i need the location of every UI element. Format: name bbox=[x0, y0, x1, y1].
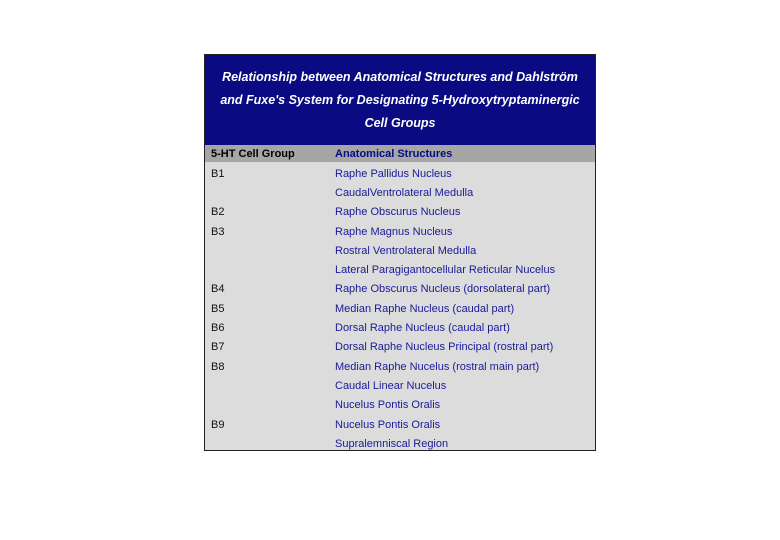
anatomical-structure: Raphe Pallidus Nucleus bbox=[335, 167, 452, 180]
anatomical-structure: Nucelus Pontis Oralis bbox=[335, 418, 441, 431]
table-row bbox=[205, 280, 595, 299]
table-row bbox=[205, 338, 595, 357]
anatomical-structure: Raphe Obscurus Nucleus bbox=[335, 206, 461, 219]
anatomical-structure: Median Raphe Nucleus (caudal part) bbox=[335, 302, 515, 315]
anatomical-structure: Supralemniscal Region bbox=[335, 437, 449, 450]
table-header-row bbox=[205, 145, 595, 162]
table-row bbox=[205, 318, 595, 337]
table-row bbox=[205, 434, 595, 451]
anatomical-structure: Raphe Magnus Nucleus bbox=[335, 225, 453, 238]
anatomical-structure: CaudalVentrolateral Medulla bbox=[335, 186, 474, 199]
header-cell-group: 5-HT Cell Group bbox=[211, 147, 295, 160]
anatomical-structure: Raphe Obscurus Nucleus (dorsolateral part) bbox=[335, 283, 551, 296]
cell-group-table bbox=[204, 54, 596, 451]
table-row bbox=[205, 415, 595, 434]
table-row bbox=[205, 241, 595, 260]
cell-group: B5 bbox=[211, 302, 225, 315]
anatomical-structure: Nucelus Pontis Oralis bbox=[335, 399, 441, 412]
table-row bbox=[205, 164, 595, 183]
table-row bbox=[205, 396, 595, 415]
cell-group: B8 bbox=[211, 360, 225, 373]
table-row bbox=[205, 222, 595, 241]
table-row bbox=[205, 376, 595, 395]
anatomical-structure: Dorsal Raphe Nucleus Principal (rostral part) bbox=[335, 341, 554, 354]
table-row bbox=[205, 260, 595, 279]
cell-group: B1 bbox=[211, 167, 225, 180]
cell-group: B6 bbox=[211, 322, 225, 335]
cell-group: B7 bbox=[211, 341, 225, 354]
anatomical-structure: Dorsal Raphe Nucleus (caudal part) bbox=[335, 322, 510, 335]
anatomical-structure: Caudal Linear Nucelus bbox=[335, 379, 447, 392]
table-title: Relationship between Anatomical Structures and Dahlström and Fuxe's System for Designating 5-Hydroxytryptaminergic Cell Groups bbox=[220, 69, 580, 130]
cell-group: B3 bbox=[211, 225, 225, 238]
header-anatomical-structures: Anatomical Structures bbox=[335, 147, 453, 160]
table-row bbox=[205, 357, 595, 376]
cell-group: B9 bbox=[211, 418, 225, 431]
cell-group: B4 bbox=[211, 283, 225, 296]
anatomical-structure: Median Raphe Nucelus (rostral main part) bbox=[335, 360, 540, 373]
table-row bbox=[205, 299, 595, 318]
table-body bbox=[205, 162, 595, 451]
anatomical-structure: Lateral Paragigantocellular Reticular Nucelus bbox=[335, 264, 556, 277]
table-title-banner bbox=[205, 55, 595, 145]
cell-group: B2 bbox=[211, 206, 225, 219]
table-row bbox=[205, 203, 595, 222]
anatomical-structure: Rostral Ventrolateral Medulla bbox=[335, 244, 477, 257]
table-row bbox=[205, 183, 595, 202]
